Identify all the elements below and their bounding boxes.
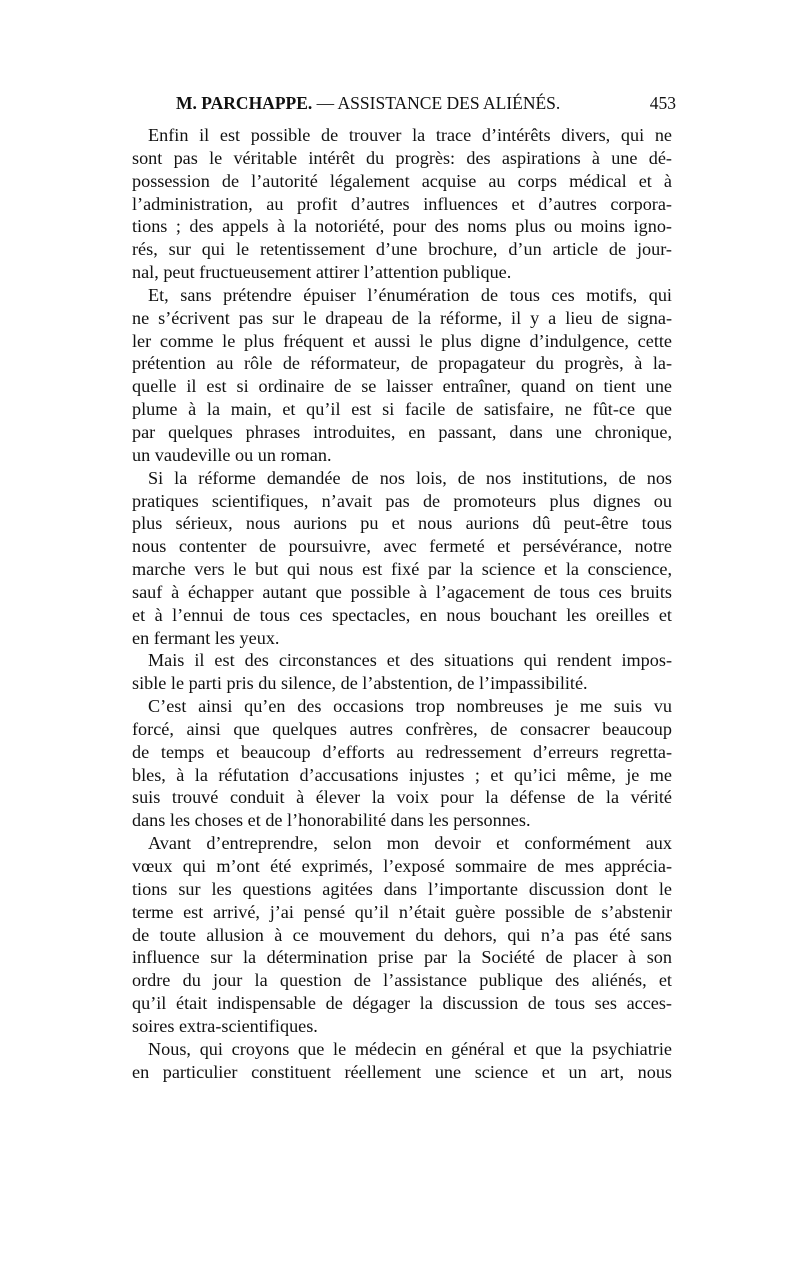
text-line: influence sur la détermination prise par la Société de placer à son: [132, 947, 672, 968]
text-line: qu’il était indispensable de dégager la discussion de tous ses acces-: [132, 993, 672, 1014]
paragraph: [132, 649, 672, 695]
paragraph: [132, 467, 672, 650]
text-line: C’est ainsi qu’en des occasions trop nombreuses je me suis vu: [148, 696, 672, 717]
text-line: un vaudeville ou un roman.: [132, 444, 332, 465]
text-line: terme est arrivé, j’ai pensé qu’il n’était guère possible de s’abstenir: [132, 901, 672, 922]
text-line: plus sérieux, nous aurions pu et nous aurions dû peut-être tous: [132, 513, 672, 534]
text-line: Nous, qui croyons que le médecin en général et que la psychiatrie: [148, 1038, 672, 1059]
text-line: ne s’écrivent pas sur le drapeau de la réforme, il y a lieu de signa-: [132, 307, 672, 328]
text-line: nal, peut fructueusement attirer l’attention publique.: [132, 262, 512, 283]
text-line: rés, sur qui le retentissement d’une brochure, d’un article de jour-: [132, 239, 672, 260]
text-line: nous contenter de poursuivre, avec fermeté et persévérance, notre: [132, 536, 672, 557]
running-head: [176, 92, 676, 114]
paragraph: [132, 832, 672, 1038]
text-line: par quelques phrases introduites, en passant, dans une chronique,: [132, 421, 672, 442]
text-line: possession de l’autorité légalement acquise au corps médical et à: [132, 170, 672, 191]
text-line: tions sur les questions agitées dans l’importante discussion dont le: [132, 878, 672, 899]
text-line: vœux qui m’ont été exprimés, l’exposé sommaire de mes apprécia-: [132, 856, 672, 876]
body-text: [132, 124, 672, 1083]
text-line: dans les choses et de l’honorabilité dans les personnes.: [132, 810, 531, 831]
text-line: quelle il est si ordinaire de se laisser entraîner, quand on tient une: [132, 376, 672, 397]
text-line: forcé, ainsi que quelques autres confrères, de consacrer beaucoup: [132, 718, 672, 739]
text-line: ler comme le plus fréquent et aussi le plus digne d’indulgence, cette: [132, 330, 672, 351]
text-line: bles, à la réfutation d’accusations injustes ; et qu’ici même, je me: [132, 764, 672, 785]
text-line: l’administration, au profit d’autres influences et d’autres corpora-: [132, 193, 672, 214]
text-line: soires extra-scientifiques.: [132, 1015, 318, 1036]
text-line: en fermant les yeux.: [132, 627, 280, 648]
paragraph: [132, 695, 672, 832]
text-line: suis trouvé conduit à élever la voix pour la défense de la vérité: [132, 787, 672, 808]
paragraph: [132, 124, 672, 284]
text-line: en particulier constituent réellement une science et un art, nous: [132, 1061, 672, 1082]
text-line: plume à la main, et qu’il est si facile de satisfaire, ne fût-ce que: [132, 399, 672, 420]
text-line: pratiques scientifiques, n’avait pas de promoteurs plus dignes ou: [132, 490, 672, 511]
text-line: et à l’ennui de tous ces spectacles, en nous bouchant les oreilles et: [132, 604, 672, 625]
text-line: Si la réforme demandée de nos lois, de nos institutions, de nos: [148, 467, 672, 488]
text-line: sont pas le véritable intérêt du progrès: des aspirations à une dé-: [132, 147, 672, 168]
text-line: Enfin il est possible de trouver la trace d’intérêts divers, qui ne: [148, 125, 672, 145]
header-author: M. PARCHAPPE.: [176, 93, 313, 113]
text-line: marche vers le but qui nous est fixé par la science et la conscience,: [132, 559, 672, 580]
text-line: sauf à échapper autant que possible à l’agacement de tous ces bruits: [132, 581, 672, 602]
text-line: de temps et beaucoup d’efforts au redressement d’erreurs regretta-: [132, 741, 672, 762]
page-number: 453: [649, 93, 676, 113]
text-line: tions ; des appels à la notoriété, pour des noms plus ou moins igno-: [132, 216, 672, 237]
text-line: Et, sans prétendre épuiser l’énumération de tous ces motifs, qui: [148, 284, 672, 305]
paragraph: [132, 284, 672, 467]
text-line: Mais il est des circonstances et des situations qui rendent impos-: [148, 650, 672, 671]
text-line: Avant d’entreprendre, selon mon devoir et conformément aux: [148, 833, 672, 854]
text-line: de toute allusion à ce mouvement du dehors, qui n’a pas été sans: [132, 924, 672, 945]
text-line: ordre du jour la question de l’assistance publique des aliénés, et: [132, 970, 672, 991]
header-dash: —: [316, 93, 335, 113]
paragraph: [132, 1038, 672, 1084]
text-line: sible le parti pris du silence, de l’abstention, de l’impassibilité.: [132, 673, 588, 694]
text-line: prétention au rôle de réformateur, de propagateur du progrès, à la-: [132, 353, 672, 374]
header-title: ASSISTANCE DES ALIÉNÉS.: [337, 93, 561, 113]
